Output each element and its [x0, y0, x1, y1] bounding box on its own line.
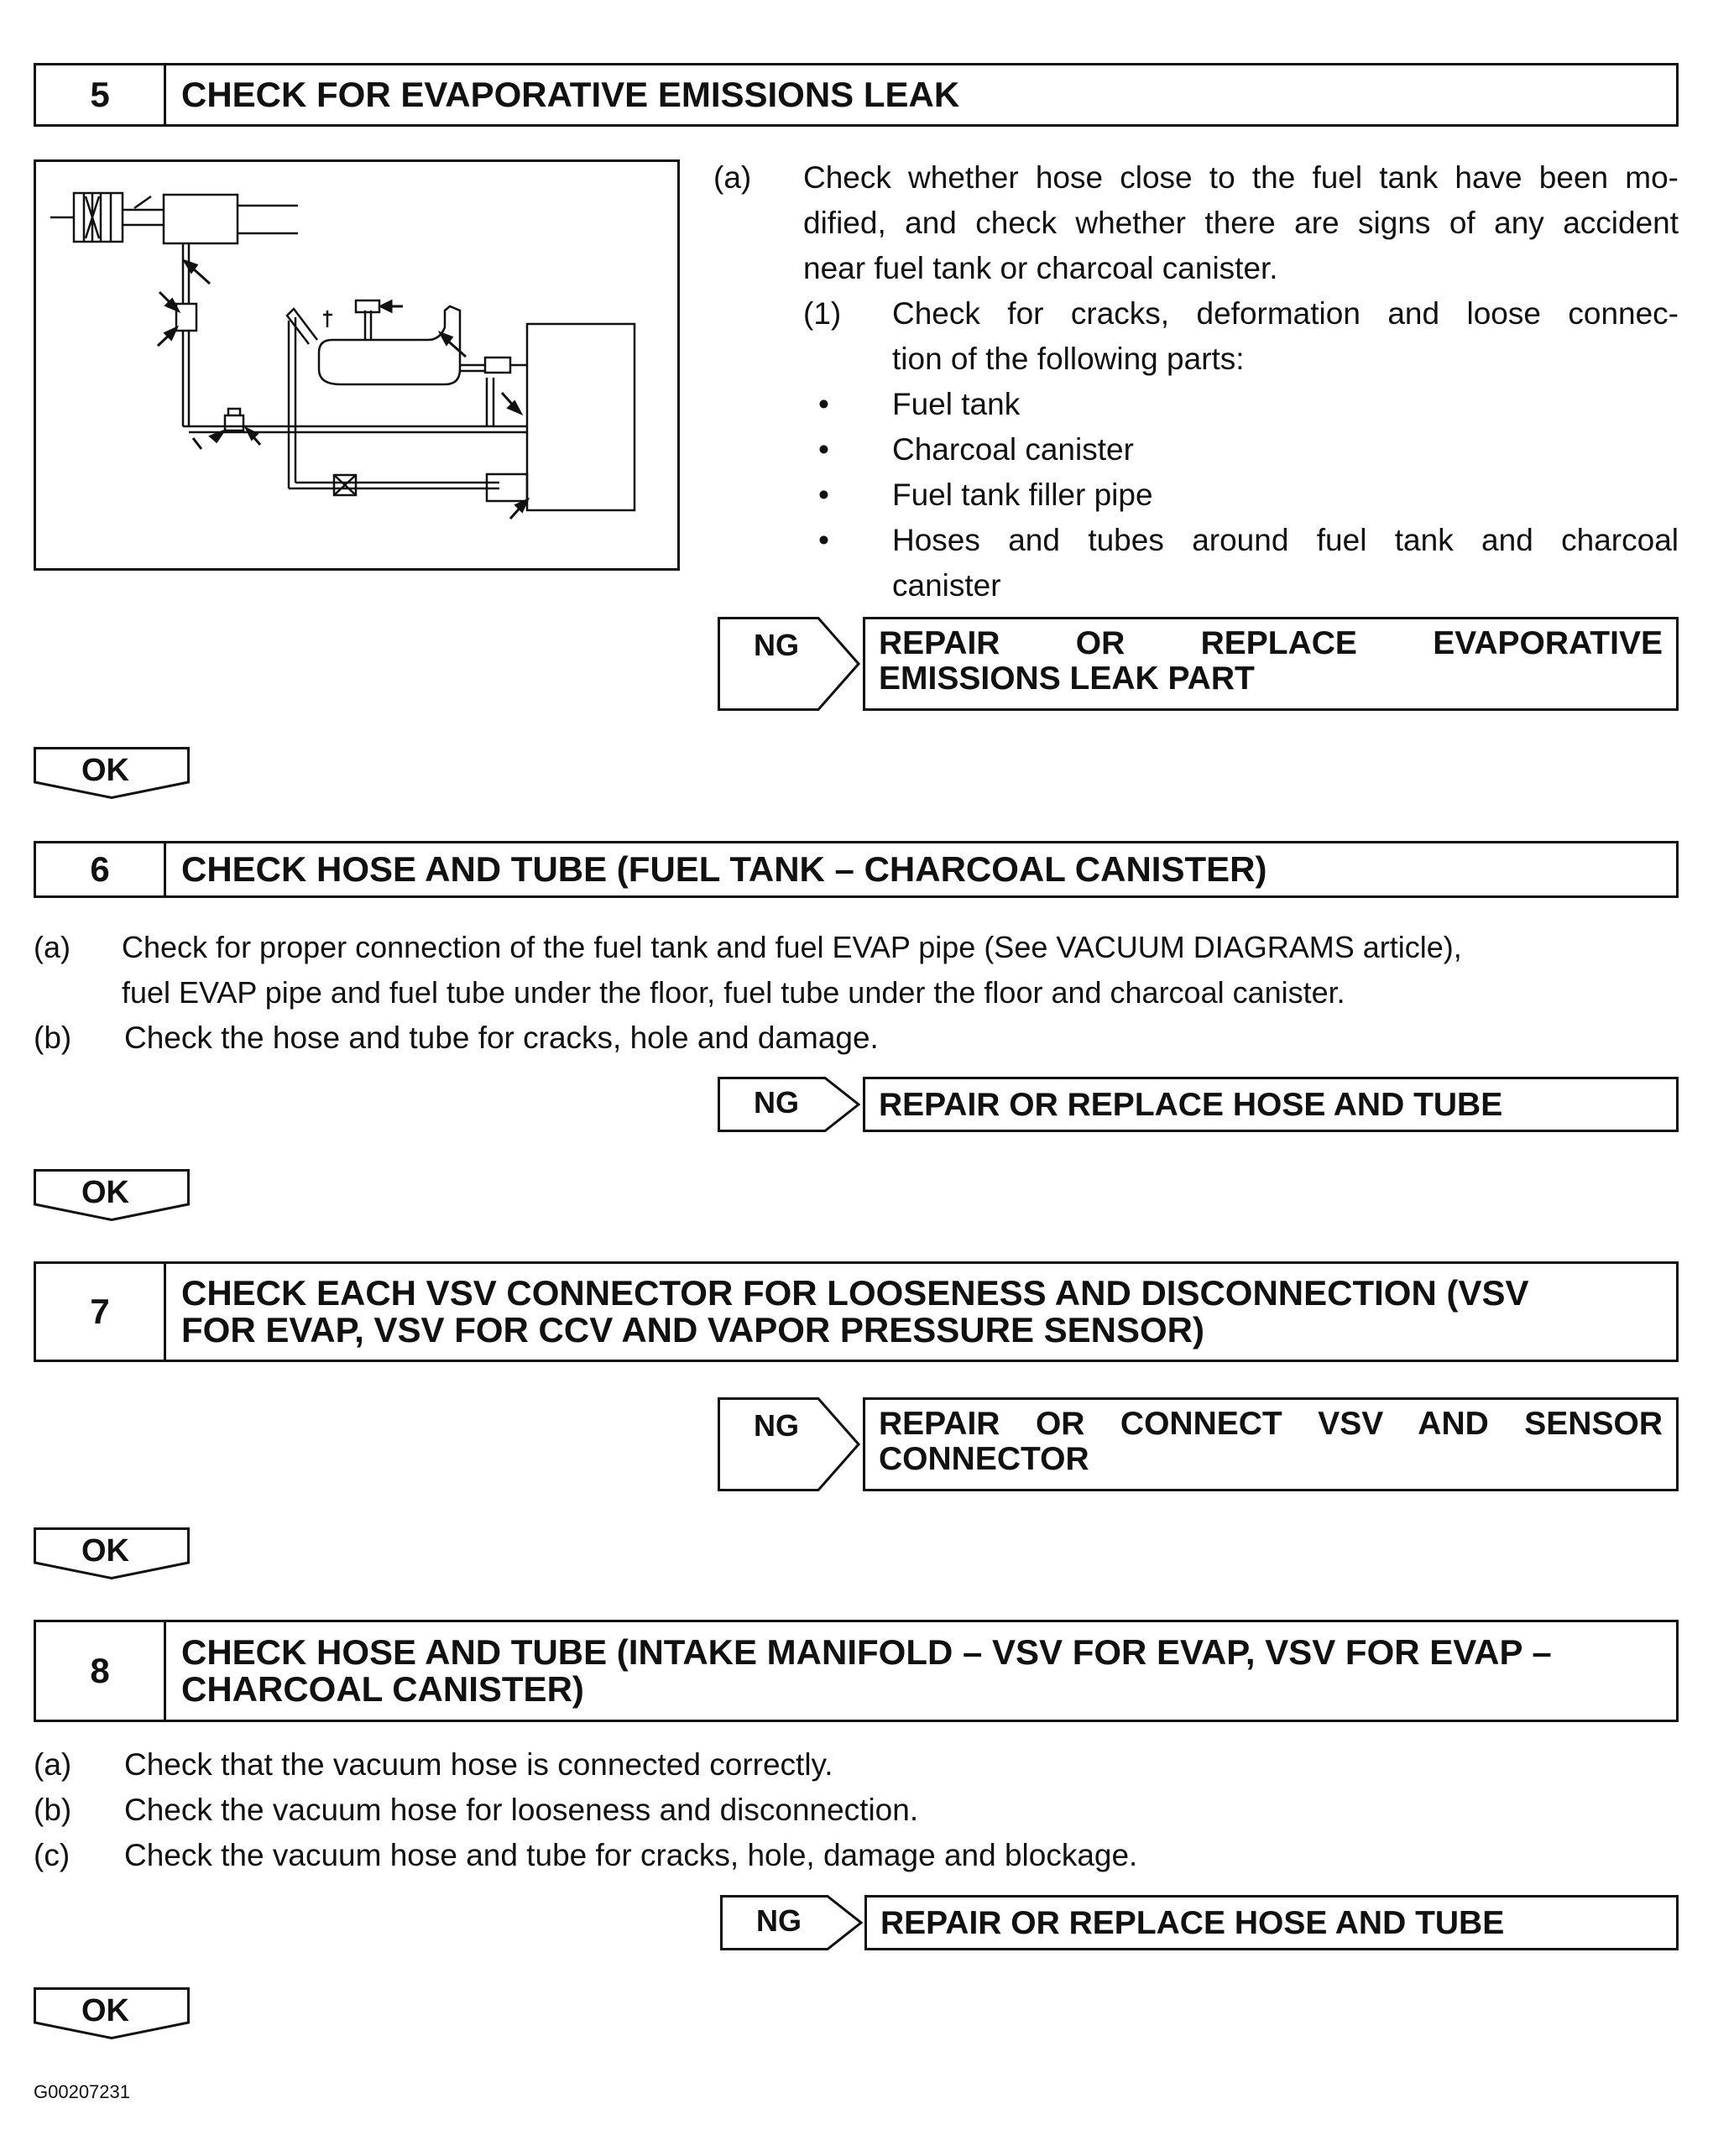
- figure-code: G00207231: [34, 2081, 130, 2102]
- ok-label: OK: [81, 1993, 129, 2028]
- step-6-b-label: (b): [34, 1021, 72, 1055]
- step-5-sub-1-line-2: tion of the following parts:: [892, 342, 1245, 376]
- step-5-ng-action-box: [863, 617, 1679, 711]
- step-8-b-text: Check the vacuum hose for looseness and disconnection.: [124, 1793, 919, 1827]
- step-title: CHECK FOR EVAPORATIVE EMISSIONS LEAK: [181, 75, 960, 114]
- step-5-a-line-2: dified, and check whether there are signs of any accident: [803, 206, 1679, 240]
- step-7-ng-action-box: [863, 1397, 1679, 1491]
- step-title-line-2: FOR EVAP, VSV FOR CCV AND VAPOR PRESSURE SENSOR): [181, 1310, 1204, 1349]
- ng-action-line-1: REPAIR OR CONNECT VSV AND SENSOR: [879, 1406, 1663, 1442]
- step-title-line-1: CHECK EACH VSV CONNECTOR FOR LOOSENESS AND DISCONNECTION (VSV: [181, 1273, 1529, 1313]
- step-6-a-line-2: fuel EVAP pipe and fuel tube under the floor, fuel tube under the floor and charcoal canister.: [122, 975, 1345, 1010]
- step-8-a-text: Check that the vacuum hose is connected correctly.: [124, 1747, 833, 1782]
- bullet-item: Hoses and tubes around fuel tank and charcoal: [892, 523, 1679, 557]
- ng-action-line-2: EMISSIONS LEAK PART: [879, 660, 1255, 697]
- ng-action-line-1: REPAIR OR REPLACE EVAPORATIVE: [879, 625, 1663, 661]
- step-8-b-label: (b): [34, 1793, 72, 1827]
- evap-system-diagram: [34, 159, 680, 571]
- bullet-item-continued: canister: [892, 568, 1001, 603]
- ng-label: NG: [754, 1085, 799, 1120]
- step-8-a-label: (a): [34, 1747, 72, 1782]
- ok-label: OK: [81, 753, 129, 788]
- step-8-c-label: (c): [34, 1838, 71, 1872]
- step-8-header: [34, 1620, 1679, 1722]
- step-5-sub-1-line-1: Check for cracks, deformation and loose connec-: [892, 296, 1679, 331]
- bullet-dot: •: [818, 387, 829, 421]
- step-6-a-label: (a): [34, 930, 71, 964]
- step-5-sub-1-label: (1): [803, 296, 842, 331]
- bullet-dot: •: [818, 432, 829, 467]
- step-number: 7: [36, 1264, 166, 1360]
- step-title: [166, 1264, 1676, 1360]
- step-5-a-label: (a): [713, 160, 752, 195]
- step-6-header: [34, 841, 1679, 898]
- step-number: 8: [36, 1622, 166, 1720]
- ok-label: OK: [81, 1533, 129, 1569]
- step-number: 5: [36, 65, 166, 124]
- ng-action-line-2: CONNECTOR: [879, 1441, 1089, 1477]
- bullet-item: Fuel tank filler pipe: [892, 478, 1153, 512]
- step-title: CHECK HOSE AND TUBE (FUEL TANK – CHARCOAL CANISTER): [181, 849, 1267, 889]
- step-title-line-1: CHECK HOSE AND TUBE (INTAKE MANIFOLD – VSV FOR EVAP, VSV FOR EVAP –: [181, 1632, 1552, 1672]
- step-6-a-line-1: Check for proper connection of the fuel tank and fuel EVAP pipe (See VACUUM DIAGRAMS article),: [122, 930, 1462, 964]
- bullet-dot: •: [818, 478, 829, 512]
- ng-label: NG: [754, 628, 799, 662]
- bullet-item: Fuel tank: [892, 387, 1021, 421]
- step-number: 6: [36, 843, 166, 895]
- step-5-a-line-3: near fuel tank or charcoal canister.: [803, 251, 1278, 285]
- step-6-b-text: Check the hose and tube for cracks, hole and damage.: [124, 1021, 879, 1055]
- step-title-line-2: CHARCOAL CANISTER): [181, 1669, 584, 1709]
- step-8-ng-action-box: [864, 1895, 1679, 1950]
- step-5-header: [34, 63, 1679, 127]
- step-7-header: [34, 1261, 1679, 1362]
- step-8-c-text: Check the vacuum hose and tube for cracks, hole, damage and blockage.: [124, 1838, 1138, 1872]
- ng-label: NG: [754, 1408, 799, 1443]
- bullet-item: Charcoal canister: [892, 432, 1134, 467]
- step-6-ng-action-box: [863, 1077, 1679, 1132]
- ng-label: NG: [756, 1903, 802, 1938]
- step-title: [166, 1622, 1676, 1720]
- ng-action-text: REPAIR OR REPLACE HOSE AND TUBE: [880, 1905, 1505, 1941]
- ok-label: OK: [81, 1175, 129, 1210]
- ng-action-text: REPAIR OR REPLACE HOSE AND TUBE: [879, 1087, 1503, 1123]
- bullet-dot: •: [818, 523, 829, 557]
- step-5-a-line-1: Check whether hose close to the fuel tank have been mo-: [803, 160, 1679, 195]
